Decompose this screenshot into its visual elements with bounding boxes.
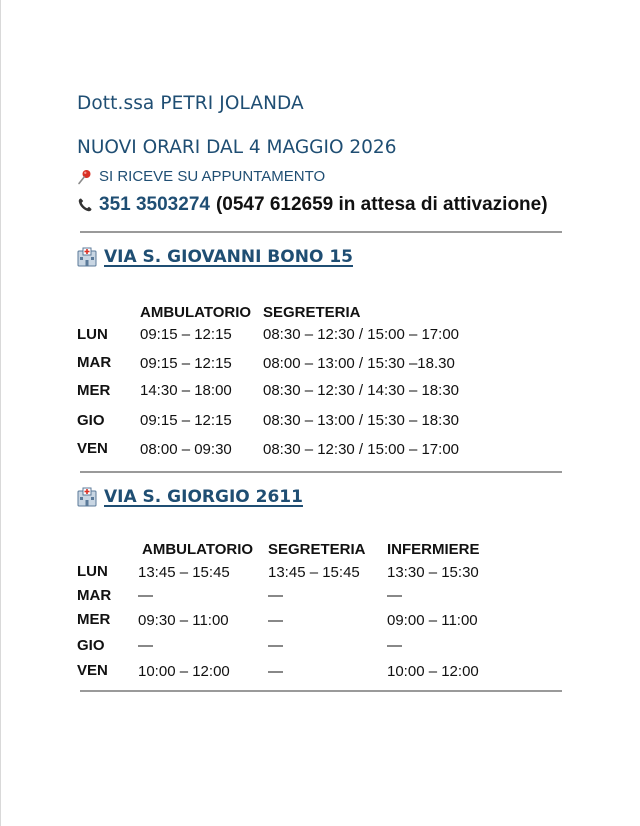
phone-note: (0547 612659 in attesa di attivazione) (215, 194, 548, 215)
column-header: SEGRETERIA (268, 541, 366, 558)
table-cell: 09:00 – 11:00 (387, 612, 478, 629)
day-label: GIO (77, 412, 105, 429)
day-label: LUN (77, 326, 108, 343)
table-cell: — (268, 612, 283, 629)
page-edge (0, 0, 1, 826)
table-cell: 09:30 – 11:00 (138, 612, 229, 629)
day-label: MAR (77, 354, 112, 371)
appointment-label: SI RICEVE SU APPUNTAMENTO (99, 168, 326, 185)
table-cell: — (138, 587, 153, 604)
column-header: INFERMIERE (387, 541, 480, 558)
location-title (77, 247, 353, 267)
day-label: MAR (77, 587, 112, 604)
table-cell: 08:00 – 13:00 / 15:30 –18.30 (263, 355, 455, 372)
table-cell: 10:00 – 12:00 (387, 663, 479, 680)
day-label: MER (77, 382, 111, 399)
location-title (77, 487, 303, 507)
location-name[interactable]: VIA S. GIOVANNI BONO 15 (104, 247, 353, 267)
table-cell: 08:00 – 09:30 (140, 441, 232, 458)
table-cell: 08:30 – 12:30 / 14:30 – 18:30 (263, 382, 460, 399)
table-cell: — (138, 637, 153, 654)
table-cell: — (268, 637, 283, 654)
day-label: GIO (77, 637, 105, 654)
day-label: VEN (77, 662, 108, 679)
table-cell: 08:30 – 13:00 / 15:30 – 18:30 (263, 412, 460, 429)
table-cell: 09:15 – 12:15 (140, 355, 232, 372)
phone-line (77, 194, 548, 216)
hospital-icon (77, 487, 97, 507)
day-label: LUN (77, 563, 108, 580)
doctor-name: Dott.ssa PETRI JOLANDA (77, 93, 304, 114)
location-name[interactable]: VIA S. GIORGIO 2611 (104, 487, 303, 507)
table-cell: 13:45 – 15:45 (138, 564, 230, 581)
table-cell: 08:30 – 12:30 / 15:00 – 17:00 (263, 441, 460, 458)
table-cell: 13:45 – 15:45 (268, 564, 360, 581)
telephone-icon (77, 197, 93, 213)
table-cell: 08:30 – 12:30 / 15:00 – 17:00 (263, 326, 460, 343)
table-cell: — (387, 637, 402, 654)
table-cell: — (268, 587, 283, 604)
divider (80, 690, 562, 692)
column-header: SEGRETERIA (263, 304, 361, 321)
pushpin-icon (77, 169, 93, 185)
table-cell: 13:30 – 15:30 (387, 564, 479, 581)
table-cell: 09:15 – 12:15 (140, 412, 232, 429)
day-label: VEN (77, 440, 108, 457)
day-label: MER (77, 611, 111, 628)
divider (80, 471, 562, 473)
column-header: AMBULATORIO (142, 541, 254, 558)
table-cell: — (268, 663, 283, 680)
column-header: AMBULATORIO (140, 304, 252, 321)
phone-number[interactable]: 351 3503274 (99, 194, 210, 215)
hospital-icon (77, 247, 97, 267)
table-cell: 09:15 – 12:15 (140, 326, 232, 343)
table-cell: — (387, 587, 402, 604)
divider (80, 231, 562, 233)
table-cell: 14:30 – 18:00 (140, 382, 232, 399)
table-cell: 10:00 – 12:00 (138, 663, 230, 680)
schedule-headline: NUOVI ORARI DAL 4 MAGGIO 2026 (77, 137, 397, 158)
appointment-note (77, 168, 325, 185)
